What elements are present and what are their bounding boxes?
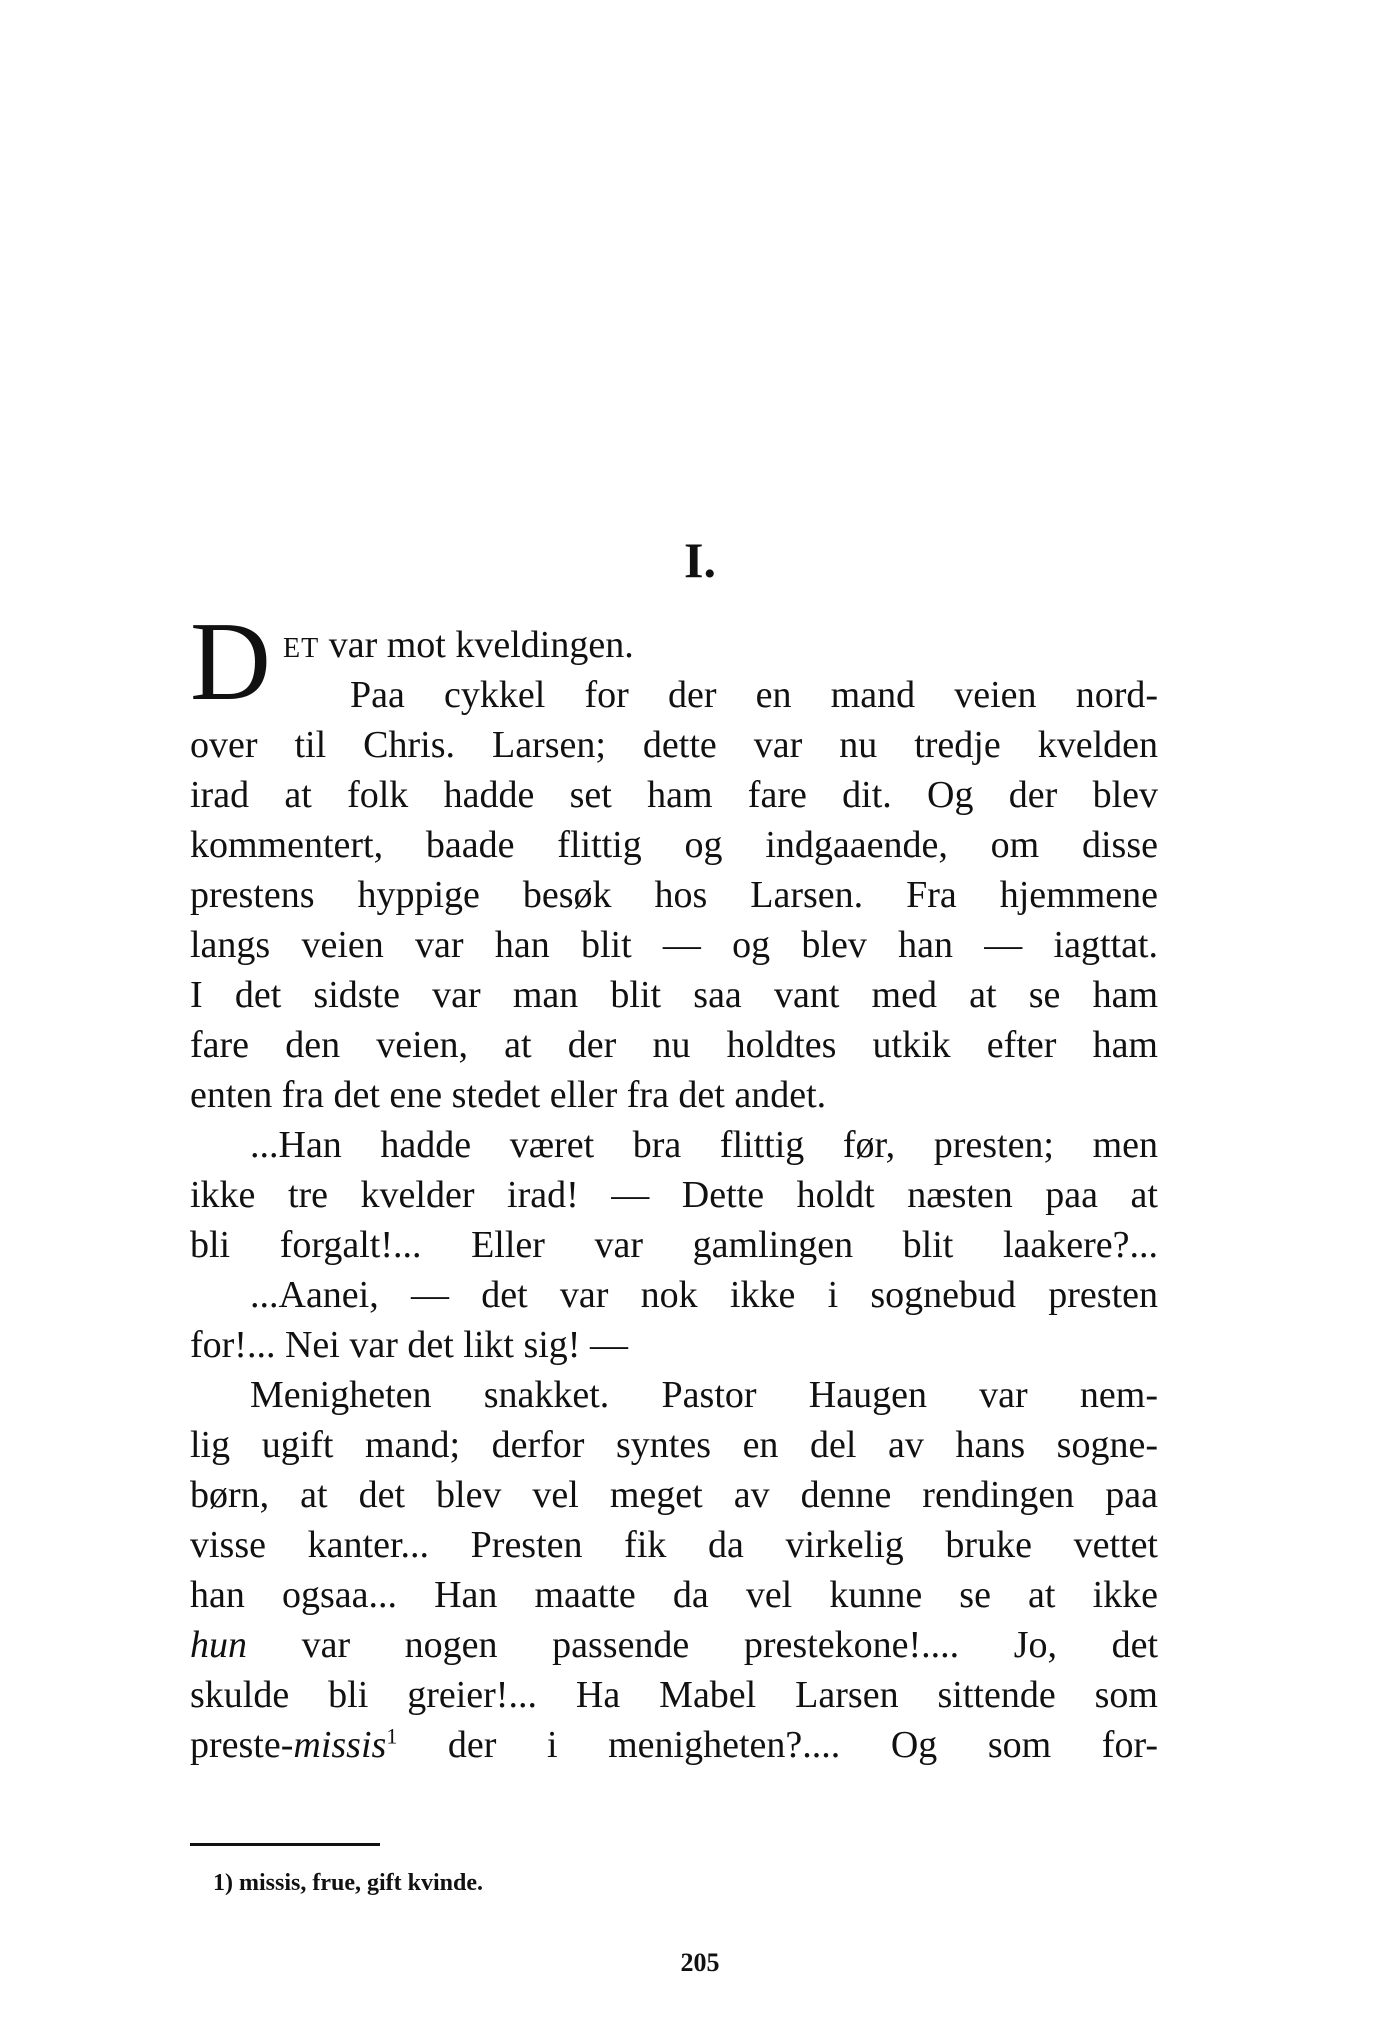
footnote-marker: 1 xyxy=(386,1723,398,1749)
text-line: enten fra det ene stedet eller fra det andet. xyxy=(190,1074,827,1116)
text-line: lig ugift mand; derfor syntes en del av hans sogne- xyxy=(190,1424,1158,1466)
text-line: irad at folk hadde set ham fare dit. Og der blev xyxy=(190,774,1158,816)
opening-rest: var mot kveldingen. xyxy=(319,624,634,666)
text-line: visse kanter... Presten fik da virkelig bruke vettet xyxy=(190,1524,1158,1566)
drop-cap: D xyxy=(190,600,271,724)
page-number: 205 xyxy=(680,1948,720,1977)
text-line: langs veien var han blit — og blev han — iagttat. xyxy=(190,924,1158,966)
italic-missis: missis xyxy=(293,1724,387,1766)
missis-prefix: preste- xyxy=(190,1724,294,1766)
text-line: ikke tre kvelder irad! — Dette holdt næsten paa at xyxy=(190,1174,1158,1216)
footnote: 1) missis, frue, gift kvinde. xyxy=(213,1870,483,1896)
text-line-hun-rest: var nogen passende prestekone!.... Jo, det xyxy=(247,1624,1158,1666)
text-line: fare den veien, at der nu holdtes utkik efter ham xyxy=(190,1024,1158,1066)
text-line: han ogsaa... Han maatte da vel kunne se at ikke xyxy=(190,1574,1158,1616)
chapter-number: I. xyxy=(684,532,716,588)
missis-rest: der i menigheten?.... Og som for- xyxy=(397,1724,1158,1766)
text-line: for!... Nei var det likt sig! — xyxy=(190,1324,628,1366)
text-line: kommentert, baade flittig og indgaaende, om disse xyxy=(190,824,1158,866)
text-line: prestens hyppige besøk hos Larsen. Fra hjemmene xyxy=(190,874,1158,916)
text-line: ...Aanei, — det var nok ikke i sognebud presten xyxy=(250,1274,1158,1316)
text-line: børn, at det blev vel meget av denne rendingen paa xyxy=(190,1474,1158,1516)
text-line: I det sidste var man blit saa vant med at se ham xyxy=(190,974,1158,1016)
body-text xyxy=(190,600,1158,1770)
text-line-missis xyxy=(190,1720,1158,1770)
text-line: over til Chris. Larsen; dette var nu tredje kvelden xyxy=(190,724,1158,766)
opening-line-text xyxy=(283,620,634,674)
opening-smallcaps: ET xyxy=(283,633,320,664)
footnote-rule xyxy=(190,1843,380,1846)
text-line: Paa cykkel for der en mand veien nord- xyxy=(350,674,1158,716)
italic-hun: hun xyxy=(190,1624,247,1666)
text-line: Menigheten snakket. Pastor Haugen var nem- xyxy=(250,1374,1158,1416)
text-line-hun xyxy=(190,1620,1158,1670)
text-line: bli forgalt!... Eller var gamlingen blit laakere?... xyxy=(190,1224,1158,1266)
text-line: skulde bli greier!... Ha Mabel Larsen sittende som xyxy=(190,1674,1158,1716)
text-line: ...Han hadde været bra flittig før, presten; men xyxy=(250,1124,1158,1166)
